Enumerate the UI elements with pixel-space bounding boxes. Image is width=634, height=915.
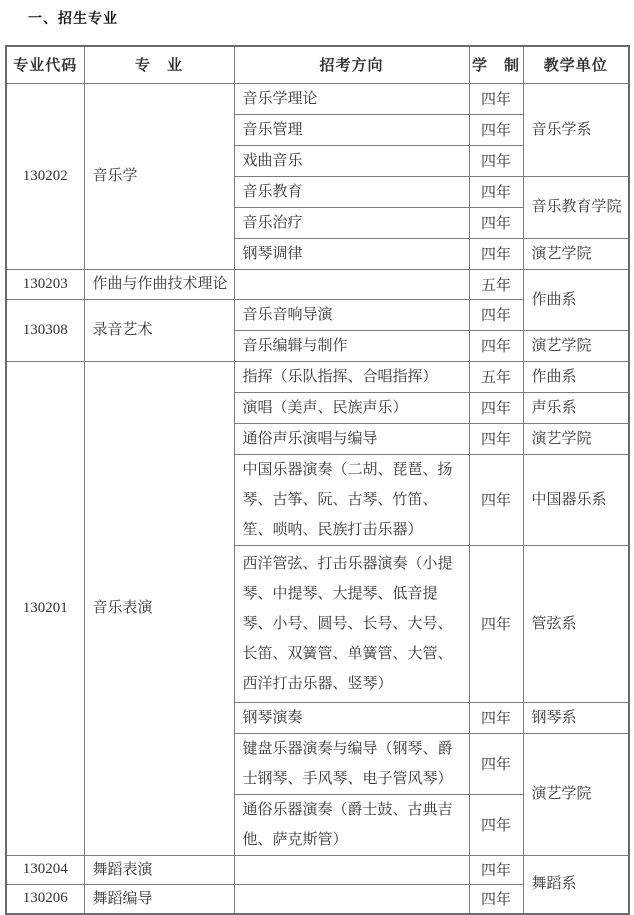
table-body (6, 83, 629, 914)
cell-code: 130202 (6, 83, 84, 269)
column-header: 招考方向 (234, 46, 469, 83)
cell-unit: 演艺学院 (523, 733, 629, 855)
cell-duration: 四年 (469, 855, 523, 884)
cell-duration: 四年 (469, 794, 523, 855)
cell-duration: 四年 (469, 392, 523, 423)
cell-direction: 演唱（美声、民族声乐） (234, 392, 469, 423)
column-header: 专业代码 (6, 46, 84, 83)
cell-direction: 钢琴调律 (234, 238, 469, 269)
cell-major: 音乐学 (84, 83, 234, 269)
column-header: 专 业 (84, 46, 234, 83)
cell-code: 130308 (6, 299, 84, 361)
table-row (6, 361, 629, 392)
cell-direction: 戏曲音乐 (234, 145, 469, 176)
cell-unit: 音乐学系 (523, 83, 629, 176)
cell-duration: 四年 (469, 702, 523, 733)
cell-code: 130206 (6, 884, 84, 914)
cell-duration: 四年 (469, 454, 523, 545)
cell-direction (234, 884, 469, 914)
cell-duration: 四年 (469, 238, 523, 269)
cell-duration: 五年 (469, 269, 523, 299)
cell-duration: 四年 (469, 299, 523, 330)
cell-duration: 四年 (469, 114, 523, 145)
cell-duration: 四年 (469, 330, 523, 361)
cell-direction: 键盘乐器演奏与编导（钢琴、爵士钢琴、手风琴、电子管风琴） (234, 733, 469, 794)
cell-code: 130201 (6, 361, 84, 855)
cell-unit: 演艺学院 (523, 423, 629, 454)
page-title: 一、招生专业 (28, 10, 118, 26)
cell-direction: 音乐管理 (234, 114, 469, 145)
cell-duration: 四年 (469, 176, 523, 207)
cell-duration: 四年 (469, 423, 523, 454)
cell-unit: 作曲系 (523, 269, 629, 330)
cell-direction (234, 269, 469, 299)
cell-major: 录音艺术 (84, 299, 234, 361)
column-header: 教学单位 (523, 46, 629, 83)
cell-duration: 五年 (469, 361, 523, 392)
cell-major: 作曲与作曲技术理论 (84, 269, 234, 299)
cell-direction (234, 855, 469, 884)
cell-direction: 中国乐器演奏（二胡、琵琶、扬琴、古筝、阮、古琴、竹笛、笙、唢呐、民族打击乐器） (234, 454, 469, 545)
cell-major: 音乐表演 (84, 361, 234, 855)
cell-unit: 演艺学院 (523, 330, 629, 361)
table-row (6, 269, 629, 299)
cell-direction: 西洋管弦、打击乐器演奏（小提琴、中提琴、大提琴、低音提琴、小号、圆号、长号、大号、长笛、双簧管、单簧管、大管、西洋打击乐器、竖琴） (234, 545, 469, 702)
cell-code: 130203 (6, 269, 84, 299)
cell-unit: 管弦系 (523, 545, 629, 702)
cell-unit: 声乐系 (523, 392, 629, 423)
cell-unit: 舞蹈系 (523, 855, 629, 914)
cell-unit: 音乐教育学院 (523, 176, 629, 238)
cell-duration: 四年 (469, 545, 523, 702)
cell-direction: 音乐学理论 (234, 83, 469, 114)
cell-unit: 演艺学院 (523, 238, 629, 269)
cell-direction: 通俗声乐演唱与编导 (234, 423, 469, 454)
cell-duration: 四年 (469, 207, 523, 238)
cell-direction: 音乐编辑与制作 (234, 330, 469, 361)
table-row (6, 855, 629, 884)
cell-direction: 音乐教育 (234, 176, 469, 207)
cell-direction: 音乐治疗 (234, 207, 469, 238)
cell-code: 130204 (6, 855, 84, 884)
cell-direction: 音乐音响导演 (234, 299, 469, 330)
cell-major: 舞蹈表演 (84, 855, 234, 884)
cell-duration: 四年 (469, 145, 523, 176)
cell-unit: 作曲系 (523, 361, 629, 392)
cell-unit: 钢琴系 (523, 702, 629, 733)
cell-duration: 四年 (469, 733, 523, 794)
table-row (6, 83, 629, 114)
column-header: 学 制 (469, 46, 523, 83)
table-header (6, 46, 629, 83)
cell-unit: 中国器乐系 (523, 454, 629, 545)
cell-direction: 钢琴演奏 (234, 702, 469, 733)
cell-direction: 通俗乐器演奏（爵士鼓、古典吉他、萨克斯管） (234, 794, 469, 855)
table-header-row (6, 46, 629, 83)
admissions-table (5, 45, 630, 915)
cell-duration: 四年 (469, 83, 523, 114)
cell-major: 舞蹈编导 (84, 884, 234, 914)
cell-duration: 四年 (469, 884, 523, 914)
cell-direction: 指挥（乐队指挥、合唱指挥） (234, 361, 469, 392)
